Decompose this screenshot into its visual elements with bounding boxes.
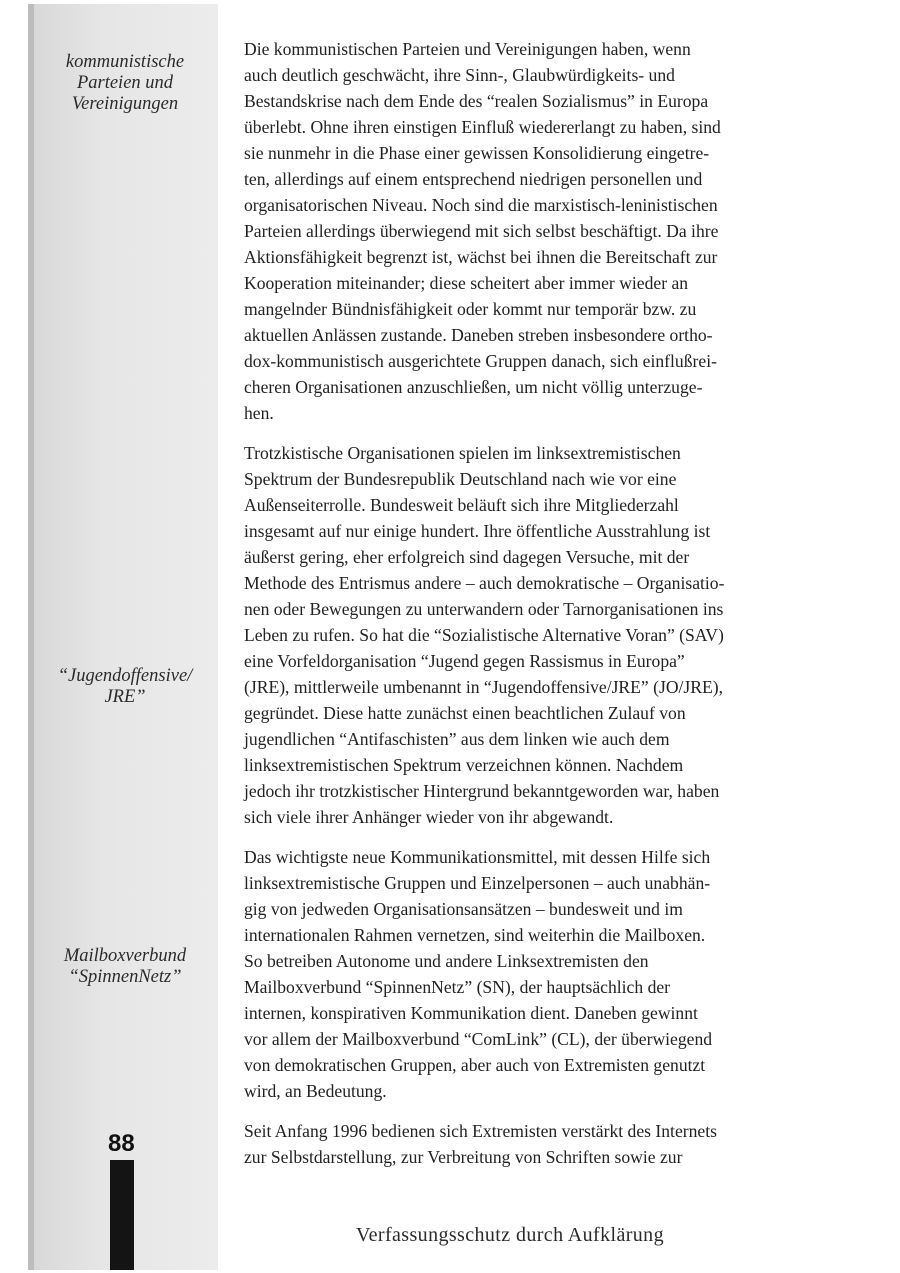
text-line: Aktionsfähigkeit begrenzt ist, wächst bei ihnen die Bereitschaft zur bbox=[244, 247, 718, 267]
text-line: linksextremistischen Spektrum verzeichnen können. Nachdem bbox=[244, 755, 684, 775]
margin-note-line: “SpinnenNetz” bbox=[68, 967, 182, 987]
text-line: (JRE), mittlerweile umbenannt in “Jugendoffensive/JRE” (JO/JRE), bbox=[244, 677, 724, 697]
margin-note-line: “Jugendoffensive/ bbox=[57, 666, 193, 686]
text-line: dox-kommunistisch ausgerichtete Gruppen danach, sich einflußrei- bbox=[244, 351, 717, 371]
text-line: cheren Organisationen anzuschließen, um nicht völlig unterzuge- bbox=[244, 377, 703, 397]
text-line: äußerst gering, eher erfolgreich sind dagegen Versuche, mit der bbox=[244, 547, 690, 567]
text-line: jugendlichen “Antifaschisten” aus dem linken wie auch dem bbox=[244, 729, 670, 749]
page-number: 88 bbox=[108, 1130, 135, 1157]
paragraph-trotzkistische-organisationen bbox=[244, 440, 838, 830]
text-line: Parteien allerdings überwiegend mit sich selbst beschäftigt. Da ihre bbox=[244, 221, 719, 241]
text-line: Methode des Entrismus andere – auch demokratische – Organisatio- bbox=[244, 573, 725, 593]
paragraph-kommunistische-parteien bbox=[244, 36, 838, 426]
body-text bbox=[244, 36, 838, 1184]
text-line: vor allem der Mailboxverbund “ComLink” (CL), der überwiegend bbox=[244, 1029, 713, 1049]
text-line: Mailboxverbund “SpinnenNetz” (SN), der hauptsächlich der bbox=[244, 977, 671, 997]
text-line: ten, allerdings auf einem entsprechend niedrigen personellen und bbox=[244, 169, 703, 189]
text-line: Trotzkistische Organisationen spielen im linksextremistischen bbox=[244, 443, 681, 463]
paragraph-internet bbox=[244, 1118, 838, 1170]
text-line: jedoch ihr trotzkistischer Hintergrund bekanntgeworden war, haben bbox=[244, 781, 720, 801]
margin-note-line: Vereinigungen bbox=[71, 94, 179, 114]
text-line: Seit Anfang 1996 bedienen sich Extremisten verstärkt des Internets bbox=[244, 1121, 717, 1141]
paragraph-mailboxen bbox=[244, 844, 838, 1104]
text-line: zur Selbstdarstellung, zur Verbreitung von Schriften sowie zur bbox=[244, 1147, 683, 1167]
text-line: organisatorischen Niveau. Noch sind die marxistisch-leninistischen bbox=[244, 195, 718, 215]
text-line: hen. bbox=[244, 403, 274, 423]
margin-note-mailboxverbund bbox=[40, 946, 210, 988]
margin-sidebar bbox=[28, 4, 218, 1270]
margin-note-line: JRE” bbox=[104, 687, 146, 707]
text-line: Außenseiterrolle. Bundesweit beläuft sich ihre Mitgliederzahl bbox=[244, 495, 679, 515]
text-line: von demokratischen Gruppen, aber auch von Extremisten genutzt bbox=[244, 1055, 706, 1075]
page-number-bar bbox=[110, 1160, 134, 1270]
text-line: mangelnder Bündnisfähigkeit oder kommt nur temporär bzw. zu bbox=[244, 299, 697, 319]
margin-note-line: Parteien und bbox=[76, 73, 174, 93]
text-line: wird, an Bedeutung. bbox=[244, 1081, 387, 1101]
text-line: sie nunmehr in die Phase einer gewissen Konsolidierung eingetre- bbox=[244, 143, 710, 163]
margin-note-line: Mailboxverbund bbox=[63, 946, 187, 966]
sidebar-edge bbox=[28, 4, 34, 1270]
margin-note-kommunistische-parteien bbox=[40, 52, 210, 115]
text-line: gig von jedweden Organisationsansätzen – bundesweit und im bbox=[244, 899, 683, 919]
text-line: Die kommunistischen Parteien und Vereinigungen haben, wenn bbox=[244, 39, 691, 59]
text-line: auch deutlich geschwächt, ihre Sinn-, Glaubwürdigkeits- und bbox=[244, 65, 675, 85]
text-line: Kooperation miteinander; diese scheitert aber immer wieder an bbox=[244, 273, 689, 293]
margin-note-jugendoffensive bbox=[40, 666, 210, 708]
margin-note-line: kommunistische bbox=[65, 52, 185, 72]
text-line: aktuellen Anlässen zustande. Daneben streben insbesondere ortho- bbox=[244, 325, 713, 345]
text-line: internen, konspirativen Kommunikation dient. Daneben gewinnt bbox=[244, 1003, 698, 1023]
text-line: internationalen Rahmen vernetzen, sind weiterhin die Mailboxen. bbox=[244, 925, 706, 945]
text-line: eine Vorfeldorganisation “Jugend gegen Rassismus in Europa” bbox=[244, 651, 685, 671]
text-line: linksextremistische Gruppen und Einzelpersonen – auch unabhän- bbox=[244, 873, 711, 893]
text-line: Das wichtigste neue Kommunikationsmittel, mit dessen Hilfe sich bbox=[244, 847, 711, 867]
text-line: überlebt. Ohne ihren einstigen Einfluß wiedererlangt zu haben, sind bbox=[244, 117, 721, 137]
text-line: So betreiben Autonome und andere Linksextremisten den bbox=[244, 951, 649, 971]
text-line: nen oder Bewegungen zu unterwandern oder Tarnorganisationen ins bbox=[244, 599, 724, 619]
text-line: Spektrum der Bundesrepublik Deutschland nach wie vor eine bbox=[244, 469, 677, 489]
footer-title: Verfassungsschutz durch Aufklärung bbox=[356, 1224, 664, 1246]
text-line: insgesamt auf nur einige hundert. Ihre öffentliche Ausstrahlung ist bbox=[244, 521, 711, 541]
text-line: sich viele ihrer Anhänger wieder von ihr abgewandt. bbox=[244, 807, 614, 827]
text-line: Leben zu rufen. So hat die “Sozialistische Alternative Voran” (SAV) bbox=[244, 625, 724, 645]
text-line: Bestandskrise nach dem Ende des “realen Sozialismus” in Europa bbox=[244, 91, 709, 111]
text-line: gegründet. Diese hatte zunächst einen beachtlichen Zulauf von bbox=[244, 703, 686, 723]
